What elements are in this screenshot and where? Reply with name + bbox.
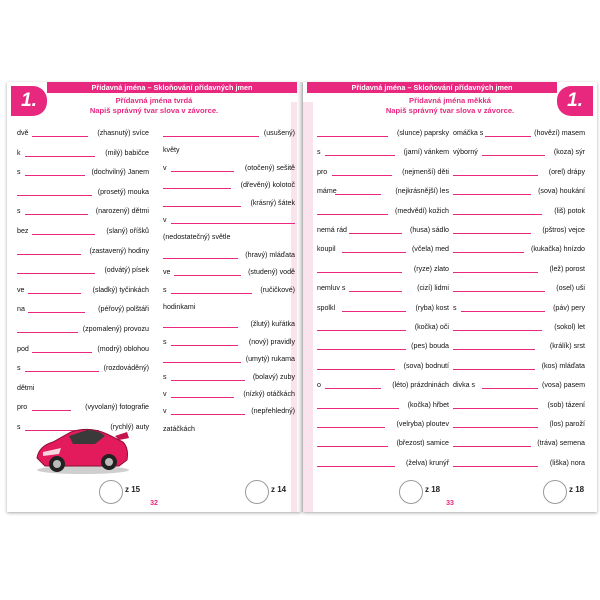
exercise-row bbox=[453, 400, 585, 410]
exercise-word-hint: (nový) pravidly bbox=[248, 337, 295, 346]
exercise-word-hint: (modrý) oblohou bbox=[97, 344, 149, 353]
exercise-row bbox=[453, 458, 585, 468]
answer-blank[interactable] bbox=[163, 362, 241, 363]
answer-blank[interactable] bbox=[17, 273, 95, 274]
exercise-word-hint: (březost) samice bbox=[396, 439, 449, 448]
right-score-circle-a[interactable] bbox=[399, 480, 423, 504]
exercise-prefix: o bbox=[317, 381, 321, 390]
exercise-word-hint: (velryba) ploutev bbox=[396, 420, 449, 428]
answer-blank[interactable] bbox=[317, 214, 388, 215]
answer-blank[interactable] bbox=[32, 410, 71, 411]
answer-blank[interactable] bbox=[163, 136, 259, 137]
red-sports-car-illustration bbox=[31, 418, 131, 476]
answer-blank[interactable] bbox=[171, 223, 296, 224]
exercise-row bbox=[17, 265, 149, 275]
answer-blank[interactable] bbox=[453, 233, 531, 234]
exercise-word-hint: (hravý) mláďata bbox=[245, 250, 295, 259]
exercise-prefix: spolkl bbox=[317, 303, 336, 312]
exercise-word-hint: (umytý) rukama bbox=[245, 355, 295, 364]
exercise-word-hint: (otočený) sešitě bbox=[244, 163, 295, 172]
exercise-prefix: zatáčkách bbox=[163, 424, 195, 433]
exercise-word-hint: (zhasnutý) svíce bbox=[97, 129, 149, 137]
exercise-row bbox=[163, 215, 295, 225]
exercise-row bbox=[163, 145, 295, 155]
exercise-word-hint: (včela) med bbox=[411, 245, 449, 254]
exercise-word-hint: (ručičkové) bbox=[260, 285, 295, 294]
workbook-spread bbox=[5, 82, 595, 512]
answer-blank[interactable] bbox=[482, 388, 539, 389]
exercise-row bbox=[17, 324, 149, 334]
exercise-prefix: s bbox=[163, 337, 167, 346]
exercise-row bbox=[453, 341, 585, 351]
exercise-prefix: nemá rád bbox=[317, 226, 347, 234]
exercise-word-hint: (medvědí) kožich bbox=[394, 206, 449, 215]
exercise-word-hint: (kočka) hřbet bbox=[407, 400, 449, 409]
exercise-row bbox=[317, 322, 449, 332]
answer-blank[interactable] bbox=[25, 214, 89, 215]
answer-blank[interactable] bbox=[325, 155, 396, 156]
exercise-row bbox=[453, 322, 585, 332]
answer-blank[interactable] bbox=[317, 408, 399, 409]
exercise-prefix: divka s bbox=[453, 381, 476, 390]
left-header-bar: Přídavná jména – Skloňování přídavných jmen bbox=[47, 82, 297, 93]
exercise-word-hint: (zpomalený) provozu bbox=[82, 325, 149, 333]
exercise-prefix: výborný bbox=[453, 148, 478, 157]
left-score-a: z 15 bbox=[125, 485, 141, 494]
exercise-word-hint: (milý) babičce bbox=[105, 148, 149, 157]
exercise-word-hint: (usušený) bbox=[263, 129, 295, 137]
exercise-row bbox=[17, 167, 149, 177]
exercise-word-hint: (dřevěný) kolotoč bbox=[240, 181, 295, 190]
exercise-row bbox=[317, 458, 449, 468]
exercise-row bbox=[17, 128, 149, 138]
answer-blank[interactable] bbox=[342, 252, 406, 253]
left-score-circle-a[interactable] bbox=[99, 480, 123, 504]
exercise-row bbox=[17, 363, 149, 373]
answer-blank[interactable] bbox=[335, 194, 381, 195]
answer-blank[interactable] bbox=[453, 272, 538, 273]
exercise-row bbox=[317, 244, 449, 254]
exercise-row bbox=[163, 180, 295, 190]
right-page-number: 33 bbox=[446, 500, 454, 507]
exercise-row bbox=[317, 400, 449, 410]
exercise-word-hint: (sova) bodnutí bbox=[403, 361, 449, 370]
exercise-word-hint: (páv) pery bbox=[553, 303, 585, 312]
exercise-prefix: ve bbox=[17, 285, 25, 294]
exercise-row bbox=[453, 206, 585, 216]
answer-blank[interactable] bbox=[349, 291, 402, 292]
answer-blank[interactable] bbox=[482, 155, 546, 156]
answer-blank[interactable] bbox=[317, 446, 388, 447]
exercise-row bbox=[453, 303, 585, 313]
answer-blank[interactable] bbox=[453, 291, 545, 292]
exercise-prefix: květy bbox=[163, 146, 180, 155]
exercise-word-hint: (kočka) oči bbox=[414, 323, 449, 331]
exercise-row bbox=[163, 232, 295, 242]
left-subtitle-instruction: Napiš správný tvar slova v závorce. bbox=[89, 106, 219, 115]
exercise-prefix: máme bbox=[317, 187, 337, 196]
exercise-prefix: v bbox=[163, 163, 167, 172]
exercise-word-hint: (sladký) tyčinkách bbox=[92, 285, 149, 294]
exercise-row bbox=[453, 167, 585, 177]
exercise-row bbox=[317, 341, 449, 351]
answer-blank[interactable] bbox=[32, 352, 92, 353]
exercise-row bbox=[453, 361, 585, 371]
exercise-word-hint: (sob) tázení bbox=[547, 400, 585, 409]
exercise-word-hint: (lež) porost bbox=[549, 264, 585, 273]
answer-blank[interactable] bbox=[17, 195, 92, 196]
exercise-word-hint: (liška) nora bbox=[549, 458, 585, 467]
answer-blank[interactable] bbox=[485, 136, 531, 137]
right-score-box-b bbox=[543, 480, 597, 504]
exercise-row bbox=[317, 206, 449, 216]
answer-blank[interactable] bbox=[317, 330, 406, 331]
exercise-word-hint: (žlutý) kuřátka bbox=[250, 320, 295, 329]
exercise-word-hint: (bolavý) zuby bbox=[252, 372, 295, 381]
exercise-word-hint: (kukačka) hnízdo bbox=[530, 245, 585, 254]
answer-blank[interactable] bbox=[317, 349, 406, 350]
exercise-word-hint: (sokol) let bbox=[554, 323, 585, 331]
exercise-prefix: ve bbox=[163, 268, 171, 277]
exercise-word-hint: (liš) potok bbox=[554, 206, 585, 215]
exercise-row bbox=[317, 186, 449, 196]
exercise-row bbox=[317, 225, 449, 235]
exercise-word-hint: (prosetý) mouka bbox=[97, 187, 149, 196]
exercise-prefix: dětmi bbox=[17, 383, 35, 392]
exercise-word-hint: (koza) sýr bbox=[553, 148, 585, 157]
exercise-word-hint: (péřový) polštáři bbox=[98, 305, 149, 314]
exercise-row bbox=[17, 383, 149, 393]
answer-blank[interactable] bbox=[171, 414, 245, 415]
exercise-row bbox=[163, 302, 295, 312]
exercise-row bbox=[317, 147, 449, 157]
exercise-word-hint: (slaný) oříšků bbox=[106, 227, 149, 235]
exercise-word-hint: (tráva) semena bbox=[537, 439, 585, 448]
answer-blank[interactable] bbox=[453, 214, 542, 215]
exercise-prefix: s bbox=[17, 207, 21, 216]
exercise-word-hint: (los) paroží bbox=[549, 420, 585, 428]
right-score-circle-b[interactable] bbox=[543, 480, 567, 504]
exercise-word-hint: (vosa) pasem bbox=[542, 381, 585, 390]
exercise-row bbox=[17, 246, 149, 256]
left-score-circle-b[interactable] bbox=[245, 480, 269, 504]
exercise-row bbox=[163, 285, 295, 295]
exercise-word-hint: (husa) sádlo bbox=[409, 226, 449, 234]
exercise-row bbox=[453, 186, 585, 196]
exercise-word-hint: (rozdováděný) bbox=[103, 364, 149, 373]
answer-blank[interactable] bbox=[317, 427, 385, 428]
left-subtitle-heading: Přídavná jména tvrdá bbox=[115, 96, 193, 105]
exercise-word-hint: (narozený) dětmi bbox=[95, 207, 149, 216]
left-exercise-badge: 1. bbox=[11, 86, 47, 116]
answer-blank[interactable] bbox=[317, 369, 395, 370]
exercise-prefix: s bbox=[317, 148, 321, 157]
exercise-prefix: pro bbox=[17, 403, 28, 412]
right-exercise-badge: 1. bbox=[557, 86, 593, 116]
exercise-row bbox=[317, 167, 449, 177]
answer-blank[interactable] bbox=[28, 312, 85, 313]
answer-blank[interactable] bbox=[342, 311, 406, 312]
left-page bbox=[7, 82, 301, 512]
exercise-word-hint: (nejkrásnější) les bbox=[395, 187, 449, 196]
answer-blank[interactable] bbox=[25, 175, 85, 176]
exercise-word-hint: (ryze) zlato bbox=[413, 264, 449, 273]
answer-blank[interactable] bbox=[453, 252, 524, 253]
exercise-prefix: na bbox=[17, 305, 25, 314]
exercise-word-hint: (želva) krunýř bbox=[406, 458, 449, 467]
exercise-row bbox=[163, 424, 295, 434]
exercise-prefix: koupil bbox=[317, 245, 336, 254]
answer-blank[interactable] bbox=[17, 254, 81, 255]
exercise-word-hint: (pes) bouda bbox=[411, 342, 449, 351]
left-score-b: z 14 bbox=[271, 485, 287, 494]
right-subtitle-heading: Přídavná jména měkká bbox=[409, 96, 491, 105]
answer-blank[interactable] bbox=[453, 194, 531, 195]
exercise-row bbox=[163, 354, 295, 364]
right-subtitle-instruction: Napiš správný tvar slova v závorce. bbox=[385, 106, 515, 115]
right-score-b: z 18 bbox=[569, 485, 585, 494]
exercise-row bbox=[453, 438, 585, 448]
answer-blank[interactable] bbox=[174, 275, 241, 276]
answer-blank[interactable] bbox=[171, 397, 235, 398]
exercise-row bbox=[17, 148, 149, 158]
exercise-row bbox=[453, 128, 585, 138]
answer-blank[interactable] bbox=[32, 136, 89, 137]
exercise-prefix: s bbox=[163, 285, 167, 294]
exercise-word-hint: (rychlý) auty bbox=[110, 423, 149, 431]
exercise-prefix: s bbox=[17, 364, 21, 373]
exercise-row bbox=[163, 163, 295, 173]
answer-blank[interactable] bbox=[349, 233, 402, 234]
right-page bbox=[303, 82, 597, 512]
answer-blank[interactable] bbox=[171, 380, 245, 381]
exercise-row bbox=[317, 303, 449, 313]
exercise-row bbox=[317, 264, 449, 274]
right-page-edge-strip bbox=[303, 102, 313, 512]
exercise-row bbox=[17, 226, 149, 236]
exercise-prefix: v bbox=[163, 216, 167, 224]
exercise-prefix: pro bbox=[317, 167, 328, 176]
exercise-word-hint: (pštros) vejce bbox=[542, 226, 585, 234]
answer-blank[interactable] bbox=[171, 171, 235, 172]
answer-blank[interactable] bbox=[171, 345, 238, 346]
exercise-prefix: v bbox=[163, 390, 167, 398]
answer-blank[interactable] bbox=[325, 388, 382, 389]
answer-blank[interactable] bbox=[317, 136, 388, 137]
exercise-word-hint: (kos) mláďata bbox=[541, 361, 585, 370]
exercise-word-hint: (zastavený) hodiny bbox=[89, 246, 149, 255]
exercise-prefix: k bbox=[17, 148, 21, 157]
answer-blank[interactable] bbox=[317, 466, 395, 467]
right-header-bar: Přídavná jména – Skloňování přídavných jmen bbox=[307, 82, 557, 93]
answer-blank[interactable] bbox=[163, 188, 231, 189]
exercise-row bbox=[163, 198, 295, 208]
exercise-row bbox=[453, 380, 585, 390]
exercise-row bbox=[453, 283, 585, 293]
exercise-prefix: bez bbox=[17, 227, 29, 235]
exercise-row bbox=[163, 250, 295, 260]
answer-blank[interactable] bbox=[453, 408, 538, 409]
exercise-word-hint: (nepřehledný) bbox=[251, 407, 295, 416]
exercise-row bbox=[17, 285, 149, 295]
exercise-row bbox=[163, 406, 295, 416]
answer-blank[interactable] bbox=[453, 349, 535, 350]
exercise-prefix: s bbox=[17, 423, 21, 431]
answer-blank[interactable] bbox=[28, 293, 81, 294]
answer-blank[interactable] bbox=[163, 327, 238, 328]
exercise-row bbox=[163, 319, 295, 329]
answer-blank[interactable] bbox=[453, 175, 538, 176]
exercise-word-hint: (nízký) otáčkách bbox=[243, 390, 295, 398]
exercise-prefix: omáčka s bbox=[453, 129, 484, 137]
exercise-prefix: (nedostatečný) světle bbox=[163, 233, 231, 242]
exercise-prefix: s bbox=[453, 303, 457, 312]
exercise-prefix: dvě bbox=[17, 129, 29, 137]
left-page-number: 32 bbox=[150, 500, 158, 507]
exercise-row bbox=[17, 304, 149, 314]
answer-blank[interactable] bbox=[453, 369, 535, 370]
exercise-word-hint: (sova) houkání bbox=[538, 187, 585, 196]
answer-blank[interactable] bbox=[461, 311, 546, 312]
exercise-row bbox=[163, 128, 295, 138]
exercise-word-hint: (krásný) šátek bbox=[250, 198, 295, 207]
exercise-row bbox=[163, 337, 295, 347]
exercise-row bbox=[317, 380, 449, 390]
answer-blank[interactable] bbox=[453, 330, 542, 331]
answer-blank[interactable] bbox=[163, 206, 241, 207]
exercise-row bbox=[17, 206, 149, 216]
exercise-word-hint: (ryba) kost bbox=[415, 303, 449, 312]
exercise-row bbox=[453, 147, 585, 157]
exercise-word-hint: (dochvilný) Janem bbox=[91, 168, 149, 177]
exercise-row bbox=[17, 402, 149, 412]
exercise-word-hint: (slunce) paprsky bbox=[396, 129, 449, 137]
answer-blank[interactable] bbox=[171, 293, 252, 294]
answer-blank[interactable] bbox=[32, 234, 96, 235]
exercise-word-hint: (králík) srst bbox=[549, 342, 585, 351]
exercise-word-hint: (vyvolaný) fotografie bbox=[85, 403, 149, 412]
exercise-row bbox=[163, 389, 295, 399]
exercise-prefix: pod bbox=[17, 344, 29, 353]
exercise-word-hint: (léto) prázdninách bbox=[392, 381, 449, 390]
answer-blank[interactable] bbox=[453, 466, 538, 467]
exercise-prefix: s bbox=[163, 372, 167, 381]
exercise-row bbox=[17, 187, 149, 197]
answer-blank[interactable] bbox=[317, 272, 402, 273]
answer-blank[interactable] bbox=[453, 427, 538, 428]
exercise-prefix: nemluv s bbox=[317, 284, 346, 293]
exercise-prefix: v bbox=[163, 407, 167, 416]
answer-blank[interactable] bbox=[17, 332, 78, 333]
exercise-row bbox=[317, 438, 449, 448]
exercise-word-hint: (orel) drápy bbox=[548, 167, 585, 176]
answer-blank[interactable] bbox=[25, 371, 99, 372]
exercise-word-hint: (nejmenší) děti bbox=[402, 167, 449, 176]
answer-blank[interactable] bbox=[332, 175, 392, 176]
exercise-word-hint: (hovězí) masem bbox=[534, 129, 585, 137]
exercise-row bbox=[317, 361, 449, 371]
exercise-row bbox=[453, 244, 585, 254]
exercise-prefix: s bbox=[17, 168, 21, 177]
right-score-a: z 18 bbox=[425, 485, 441, 494]
exercise-row bbox=[163, 267, 295, 277]
exercise-row bbox=[453, 419, 585, 429]
answer-blank[interactable] bbox=[453, 446, 531, 447]
exercise-row bbox=[453, 264, 585, 274]
exercise-row bbox=[317, 128, 449, 138]
exercise-row bbox=[453, 225, 585, 235]
exercise-prefix: hodinkami bbox=[163, 303, 196, 311]
exercise-row bbox=[17, 344, 149, 354]
exercise-word-hint: (studený) vodě bbox=[248, 268, 295, 277]
exercise-word-hint: (osel) uši bbox=[556, 284, 585, 293]
left-score-box-b bbox=[245, 480, 301, 504]
exercise-word-hint: (cizí) lidmi bbox=[417, 284, 449, 293]
exercise-word-hint: (jarní) vánkem bbox=[403, 148, 449, 157]
answer-blank[interactable] bbox=[163, 258, 238, 259]
exercise-row bbox=[163, 372, 295, 382]
exercise-row bbox=[317, 419, 449, 429]
exercise-word-hint: (odvátý) písek bbox=[104, 266, 149, 275]
exercise-row bbox=[317, 283, 449, 293]
answer-blank[interactable] bbox=[25, 156, 96, 157]
